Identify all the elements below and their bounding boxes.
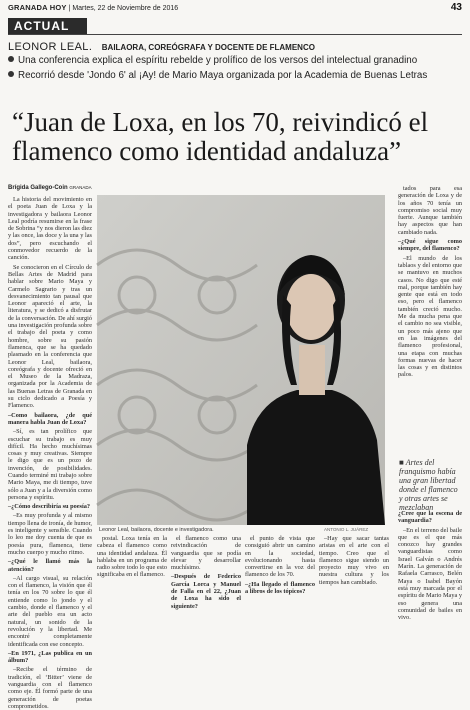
body-paragraph: postal. Loxa tenía en la cabeza el flamenco como una identidad andaluza. Él hablaba en un programa de radio sobre todo lo que esto significaba en el flamenco.	[97, 535, 167, 579]
article-author	[8, 185, 92, 191]
photo-caption: Leonor Leal, bailaora, docente e investigadora.	[99, 527, 214, 533]
summary-bullet-1	[8, 55, 417, 66]
section-rule	[8, 34, 462, 35]
page-number: 43	[450, 2, 462, 13]
body-column-b	[171, 535, 241, 635]
body-column-3	[398, 185, 462, 455]
body-paragraph: –El mundo de los tablaos y del entorno que se mantuvo en muchos casos. No digo que esté mal, porque también hay gente que está en todo eso, pero el flamenco también creció mucho. Me da mucha pena que el cambio no sea visible, un poco más ajeno que en las imágenes del flamenco profesional, una etapa con muchas formas nuevas de hacer las cosas y en distintos palos.	[398, 254, 462, 379]
body-paragraph: –¿Qué sigue como siempre, del flamenco?	[398, 238, 462, 253]
interviewee-line	[8, 41, 315, 53]
body-paragraph: –En 1971, ¿Las publica en un álbum?	[8, 649, 92, 665]
page-header-left	[8, 3, 178, 12]
portrait-illustration	[97, 195, 385, 525]
body-paragraph: –¿Ha llegado el flamenco a libros de los tópicos?	[245, 580, 315, 596]
section-bar	[8, 18, 462, 34]
body-paragraph: ¿Cree que la escena de vanguardia?	[398, 510, 462, 525]
body-paragraph: –Como bailaora, ¿de qué manera habla Juan de Loxa?	[8, 411, 92, 426]
pull-quote-bullet-icon: ■	[399, 458, 406, 467]
body-paragraph: –Recibe el término de tradición, el ‘Bitter’ viene de vanguardia con el flamenco como eje. Él formó parte de una generación de poetas comprometidos.	[8, 666, 92, 710]
interviewee-name: LEONOR LEAL	[8, 41, 89, 53]
photo-credit: ANTONIO L. JUÁREZ	[324, 527, 369, 532]
body-paragraph: La historia del movimiento en el poeta Juan de Loxa y la investigadora y bailaora Leonor Leal podría resumirse en la frase de Sobrina “y nos dieron las diez y las once, las doce y la una y las dos”, pero escuchando el conmovedor recuerdo de la canción.	[8, 196, 92, 262]
body-column-c	[245, 535, 315, 635]
pull-quote	[399, 458, 463, 512]
body-column-3b	[398, 510, 462, 635]
pull-quote-text: Artes del franquismo había una gran libertad donde el flamenco y otras artes se mezclaban	[399, 458, 458, 512]
body-paragraph: –Hay que sacar tantas aristas en el arte con el tiempo. Creo que el flamenco sigue siendo un proyecto muy vivo en nuestra cultura y los tiempos han cambiado.	[319, 535, 389, 586]
article-headline: “Juan de Loxa, en los 70, reivindicó el flamenco como identidad andaluza”	[12, 107, 429, 166]
body-column-d	[319, 535, 389, 635]
body-column-a	[97, 535, 167, 635]
body-paragraph: –En el terreno del baile que es el que más conozco hay grandes vanguardistas como Israel Galván o Andrés Marín. La generación de Rafaela Carrasco, Belén Maya o Isabel Bayón está muy marcada por el espíritu de Mario Maya y eso genera una comunidad de bailes en vivo.	[398, 526, 463, 622]
article-photo	[97, 195, 385, 525]
body-paragraph: –¿Cómo describiría su poesía?	[8, 503, 91, 511]
body-paragraph: tados para esa generación de Loxa y de los años 70 tenía un compromiso social muy fuerte. Aunque también hay aspectos que han cambiado nada.	[398, 185, 462, 236]
summary-bullet-text-1: Una conferencia explica el espíritu rebelde y prolífico de los versos del intelectual granadino	[18, 55, 418, 66]
header-separator: |	[68, 5, 73, 12]
summary-bullet-2	[8, 70, 427, 81]
body-column-1	[8, 196, 92, 710]
page-header	[0, 0, 470, 20]
author-name: Brígida Gallego-Coin	[8, 185, 68, 191]
publication-name: GRANADA HOY	[8, 3, 67, 12]
bullet-dot-icon	[8, 71, 14, 77]
bullet-dot-icon	[8, 56, 14, 62]
body-paragraph: el punto de vista que consiguió abrir un camino en la sociedad, evolucionando hasta convertirse en la voz del flamenco de los 70.	[245, 535, 315, 579]
interviewee-name-period: .	[88, 41, 93, 53]
body-paragraph: el flamenco como una reivindicación de vanguardia que se podía elevar y desarrollar muchísimo.	[171, 535, 241, 572]
author-location: GRANADA	[69, 185, 92, 190]
body-paragraph: –Es muy profunda y al mismo tiempo llena de ironía, de humor, es inteligente y sensible. Cuando lo leo me doy cuenta de que es poesía pura, flamenca, tiene mucho cuerpo y mucho ritmo.	[8, 512, 92, 556]
body-paragraph: –Al cargo visual, su relación con el flamenco, la visión que él tenía en los 70 sobre lo que él entiende como lo jondo y el cambio, donde el flamenco y el arte del pueblo era un acto natural, un sonido de la revolución y la libertad. Me encontré completamente identificada con ese concepto.	[8, 574, 92, 648]
body-paragraph: –Sí, es tan prolífico que escuchar su trabajo es muy difícil. Ha hecho muchísimas cosas y muy creativas. Siempre le digo que es un pozo de invención, de posibilidades. Cuando terminé mi trabajo sobre Mario Maya, me di tiempo, tuve sólo a Juan y a la diversión como persona y espíritu.	[8, 428, 92, 501]
section-label: ACTUAL	[8, 18, 87, 34]
body-paragraph: –¿Qué le llamó más la atención?	[8, 558, 92, 573]
publication-date: Martes, 22 de Noviembre de 2016	[72, 5, 179, 12]
interviewee-title: BAILAORA, COREÓGRAFA Y DOCENTE DE FLAMENCO	[101, 43, 315, 52]
body-paragraph: Se conocieron en el Círculo de Bellas Artes de Madrid para hablar sobre Mario Maya y Carmelo Sagrario y tras un desvanecimiento tan pausal que Leonor apareció el arte, la literatura, y se dedicó a disfrutar de la conversación. De ahí surgió una investigación profunda sobre el trabajo del poeta y como hombre, sobre su pasión flamenca, que se ha quedado plasmado en la conferencia que Leonor Leal, bailaora, coreógrafa y docente ofreció en el Museo de la Madraza, organizada por la Academia de las Buenas Letras de Granada en su ciclo dedicado a Poesía y Flamenco.	[8, 263, 92, 410]
summary-bullet-text-2: Recorrió desde 'Jondo 6' al ¡Ay! de Mario Maya organizada por la Academia de Buenas Letras	[18, 70, 428, 81]
body-paragraph: –Después de Federico García Lorca y Manuel de Falla en el 22, ¿Juan de Loxa ha sido el siguiente?	[171, 573, 241, 610]
